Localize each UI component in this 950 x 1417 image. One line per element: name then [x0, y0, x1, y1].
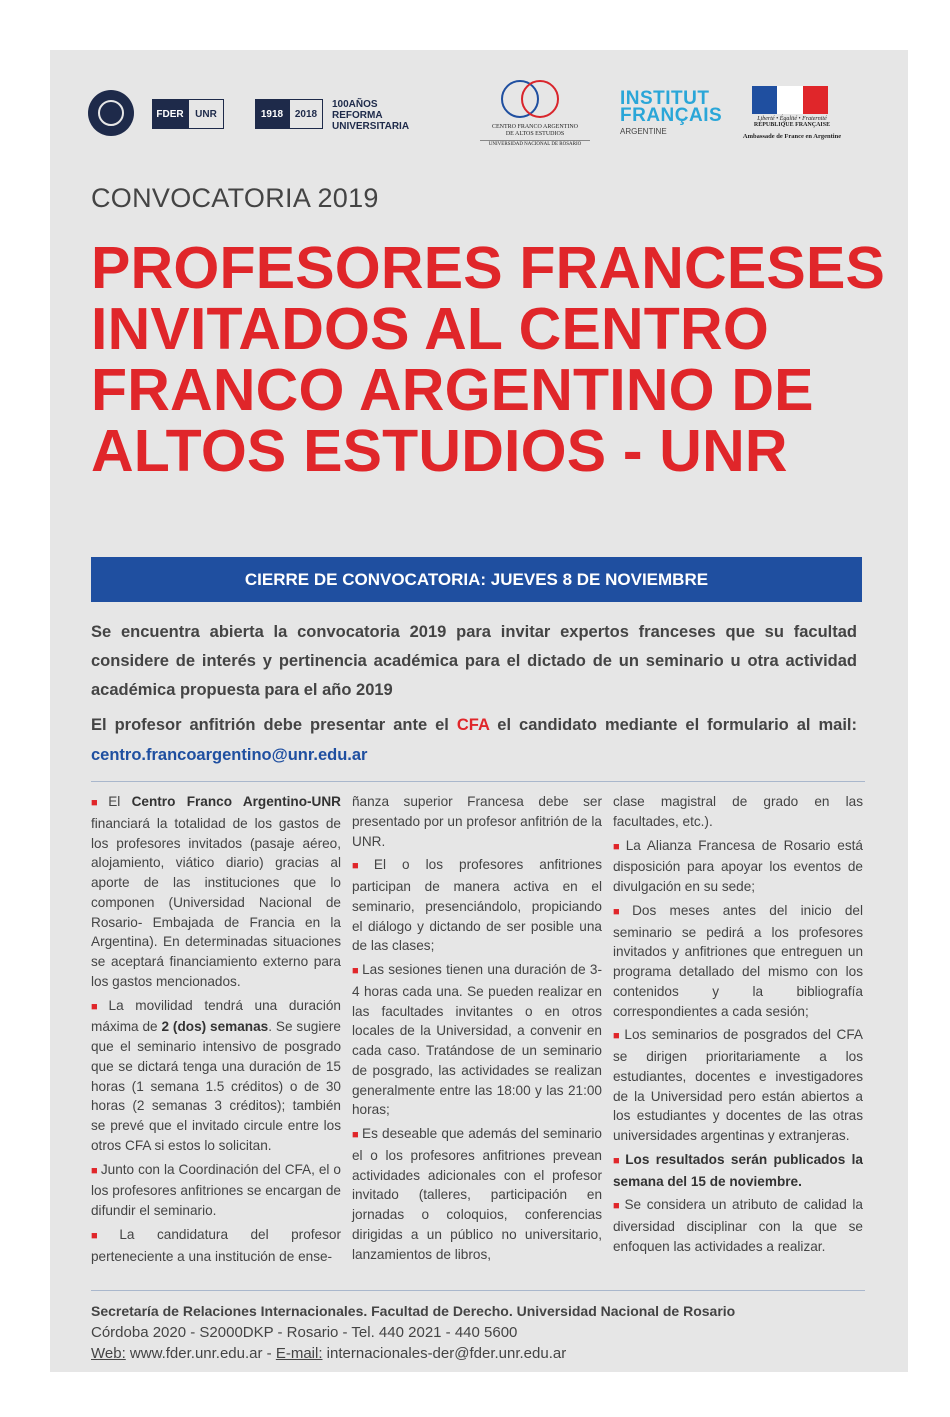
intro-paragraph: Se encuentra abierta la convocatoria 2019 para invitar expertos franceses que su facultad considere de interés y pertinencia académica para el dictado de un seminario u otra actividad académica propuesta para el año 2019 — [91, 623, 857, 699]
institut-sub: ARGENTINE — [620, 127, 667, 136]
item-text: La candidatura del profesor perteneciente a una institución de ense- — [91, 1226, 341, 1264]
list-item — [352, 960, 602, 1120]
bullet-icon: ■ — [91, 1229, 117, 1242]
intro2-text-b: el candidato mediante el formulario al mail: — [489, 716, 857, 734]
list-item — [613, 836, 863, 897]
footer-address: Córdoba 2020 - S2000DKP - Rosario - Tel. 440 2021 - 440 5600 — [91, 1324, 518, 1341]
flag-stripe-white — [777, 86, 802, 114]
list-item — [91, 792, 341, 992]
footer-institution: Secretaría de Relaciones Internacionales. Facultad de Derecho. Universidad Nacional de Rosario — [91, 1303, 736, 1319]
item-text: Las sesiones tienen una duración de 3-4 horas cada una. Se pueden realizar en las facultades invitantes o en otros locales de la Universidad, a convenir en cada caso. Tratándose de un seminario de posgrado, las actividades se realizan generalmente entre las 18:00 y las 21:00 horas; — [352, 962, 602, 1118]
deadline-banner: CIERRE DE CONVOCATORIA: JUEVES 8 DE NOVIEMBRE — [91, 557, 862, 602]
item-text: . Se sugiere que el seminario intensivo de posgrado que se dictará tenga una duración de 15 horas (1 semana 1.5 créditos) o de 30 horas (2 semanas 3 créditos); también se prevé que el invitado circule entre los otros CFA si estos lo solicitan. — [91, 1019, 341, 1153]
intro2-text-a: El profesor anfitrión debe presentar ante el — [91, 716, 457, 734]
list-item — [613, 792, 863, 832]
flag-stripe-red — [803, 86, 828, 114]
item-text: Junto con la Coordinación del CFA, el o los profesores anfitriones se encargan de difundir el seminario. — [91, 1161, 341, 1218]
column-2 — [352, 792, 602, 1268]
french-flag-icon — [752, 86, 828, 114]
year-2018-logo: 2018 — [289, 99, 323, 129]
item-text: Dos meses antes del inicio del seminario se pedirá a los profesores invitados y anfitriones que entreguen un programa detallado del mismo con los contenidos y la bibliografía correspondientes a cada sesión; — [613, 902, 863, 1019]
column-3 — [613, 792, 863, 1261]
item-text: Se considera un atributo de calidad la diversidad disciplinar con la que se enfoquen las actividades a realizar. — [613, 1197, 863, 1254]
logo-row — [50, 50, 908, 160]
list-item — [613, 1150, 863, 1192]
item-text: El — [108, 794, 132, 809]
item-text: clase magistral de grado en las facultades, etc.). — [613, 794, 863, 829]
cfa-name-3: UNIVERSIDAD NACIONAL DE ROSARIO — [480, 140, 590, 148]
list-item — [352, 792, 602, 851]
year-1918-logo: 1918 — [255, 99, 289, 129]
bullet-icon: ■ — [613, 1200, 622, 1213]
cfa-name-1: CENTRO FRANCO ARGENTINO — [491, 124, 578, 130]
fder-logo: FDER — [152, 99, 188, 129]
bullet-icon: ■ — [352, 965, 360, 977]
list-item — [352, 1124, 602, 1264]
list-item — [613, 901, 863, 1022]
poster — [50, 50, 908, 1372]
item-text: Es deseable que además del seminario el o los profesores anfitriones prevean actividades adicionales con el profesor invitado (talleres, participación en jornadas o coloquios, conferencias dirigidas a un público no universitario, lanzamientos de libros, — [352, 1126, 602, 1262]
web-link[interactable]: www.fder.unr.edu.ar - — [125, 1345, 276, 1362]
kicker: CONVOCATORIA 2019 — [91, 183, 379, 213]
item-text: El o los profesores anfitriones participan de manera activa en el seminario, presenciándolo, propiciando el diálogo y dictando de ser posible una de las clases; — [352, 857, 602, 954]
institut-line-2: FRANÇAIS — [620, 105, 723, 126]
unr-logo: UNR — [188, 99, 224, 129]
reforma-line-3: UNIVERSITARIA — [332, 121, 410, 132]
divider-bottom — [91, 1290, 865, 1291]
bullet-icon: ■ — [91, 1164, 98, 1177]
item-text: La Alianza Francesa de Rosario está disposición para apoyar los eventos de divulgación en su sede; — [613, 837, 863, 894]
item-text: La movilidad tendrá una duración máxima de — [91, 997, 341, 1035]
rf-motto: Liberté • Égalité • Fraternité — [757, 116, 827, 122]
title-line-3: FRANCO ARGENTINO DE — [91, 357, 814, 423]
title-line-4: ALTOS ESTUDIOS - UNR — [91, 418, 788, 484]
email-label: E-mail: — [275, 1345, 323, 1362]
item-bold: Centro Franco Argentino-UNR — [131, 794, 341, 809]
divider-top — [91, 781, 865, 782]
column-1 — [91, 792, 341, 1270]
list-item — [352, 855, 602, 956]
title-line-1: PROFESORES FRANCESES — [91, 235, 886, 301]
institut-line-1: INSTITUT — [620, 88, 710, 109]
bullet-icon: ■ — [352, 860, 371, 873]
title-line-2: INVITADOS AL CENTRO — [91, 296, 769, 362]
list-item — [91, 1160, 341, 1221]
bullet-icon: ■ — [613, 905, 630, 918]
bullet-icon: ■ — [91, 797, 106, 809]
cfa-logo — [480, 80, 590, 150]
reforma-logo-text — [332, 99, 409, 132]
bullet-icon: ■ — [91, 1000, 106, 1013]
body-columns — [91, 792, 865, 1282]
reforma-line-2: REFORMA — [332, 110, 383, 121]
list-item — [613, 1195, 863, 1256]
footer-contact — [91, 1343, 871, 1364]
bullet-icon: ■ — [613, 840, 623, 853]
item-text: Los seminarios de posgrados del CFA se dirigen prioritariamente a los estudiantes, docentes e investigadores de la Universidad pero están abiertos a los estudiantes y docentes de las otras universidades argentinas y extranjeras. — [613, 1027, 863, 1143]
results-notice: Los resultados serán publicados la semana del 15 de noviembre. — [613, 1151, 863, 1189]
page-title — [91, 235, 891, 484]
web-label: Web: — [91, 1345, 126, 1362]
item-text: ñanza superior Francesa debe ser presentado por un profesor anfitrión de la UNR. — [352, 794, 602, 849]
rf-embassy: Ambassade de France en Argentine — [742, 133, 842, 140]
footer-email-link[interactable]: internacionales-der@fder.unr.edu.ar — [322, 1345, 567, 1362]
unr-seal-logo — [88, 90, 134, 136]
list-item — [91, 996, 341, 1156]
rf-name: RÉPUBLIQUE FRANÇAISE — [753, 122, 831, 128]
item-bold: 2 (dos) semanas — [161, 1019, 269, 1035]
republique-francaise-logo — [718, 86, 866, 140]
bullet-icon: ■ — [613, 1030, 622, 1043]
cfa-logo-text — [480, 124, 590, 148]
cfa-highlight: CFA — [456, 716, 490, 734]
list-item — [613, 1025, 863, 1146]
email-link[interactable]: centro.francoargentino@unr.edu.ar — [91, 746, 368, 764]
bullet-icon: ■ — [613, 1154, 623, 1167]
cfa-name-2: DE ALTOS ESTUDIOS — [505, 131, 565, 137]
footer — [91, 1301, 871, 1364]
reforma-line-1: 100AÑOS — [332, 99, 378, 110]
bullet-icon: ■ — [352, 1129, 360, 1141]
list-item — [91, 1225, 341, 1267]
institut-francais-logo — [620, 90, 722, 136]
flag-stripe-blue — [752, 86, 777, 114]
intro-paragraph-2 — [91, 710, 857, 770]
item-text: financiará la totalidad de los gastos de los profesores invitados (pasaje aéreo, alojamiento, viático diario) gracias al aporte de las instituciones que lo componen (Universidad Nacional de Rosario- Embajada de Francia en la Argentina). En determinadas situaciones se aceptará financiamiento externo para los gastos mencionados. — [91, 815, 341, 989]
cfa-red-circle — [521, 80, 559, 118]
